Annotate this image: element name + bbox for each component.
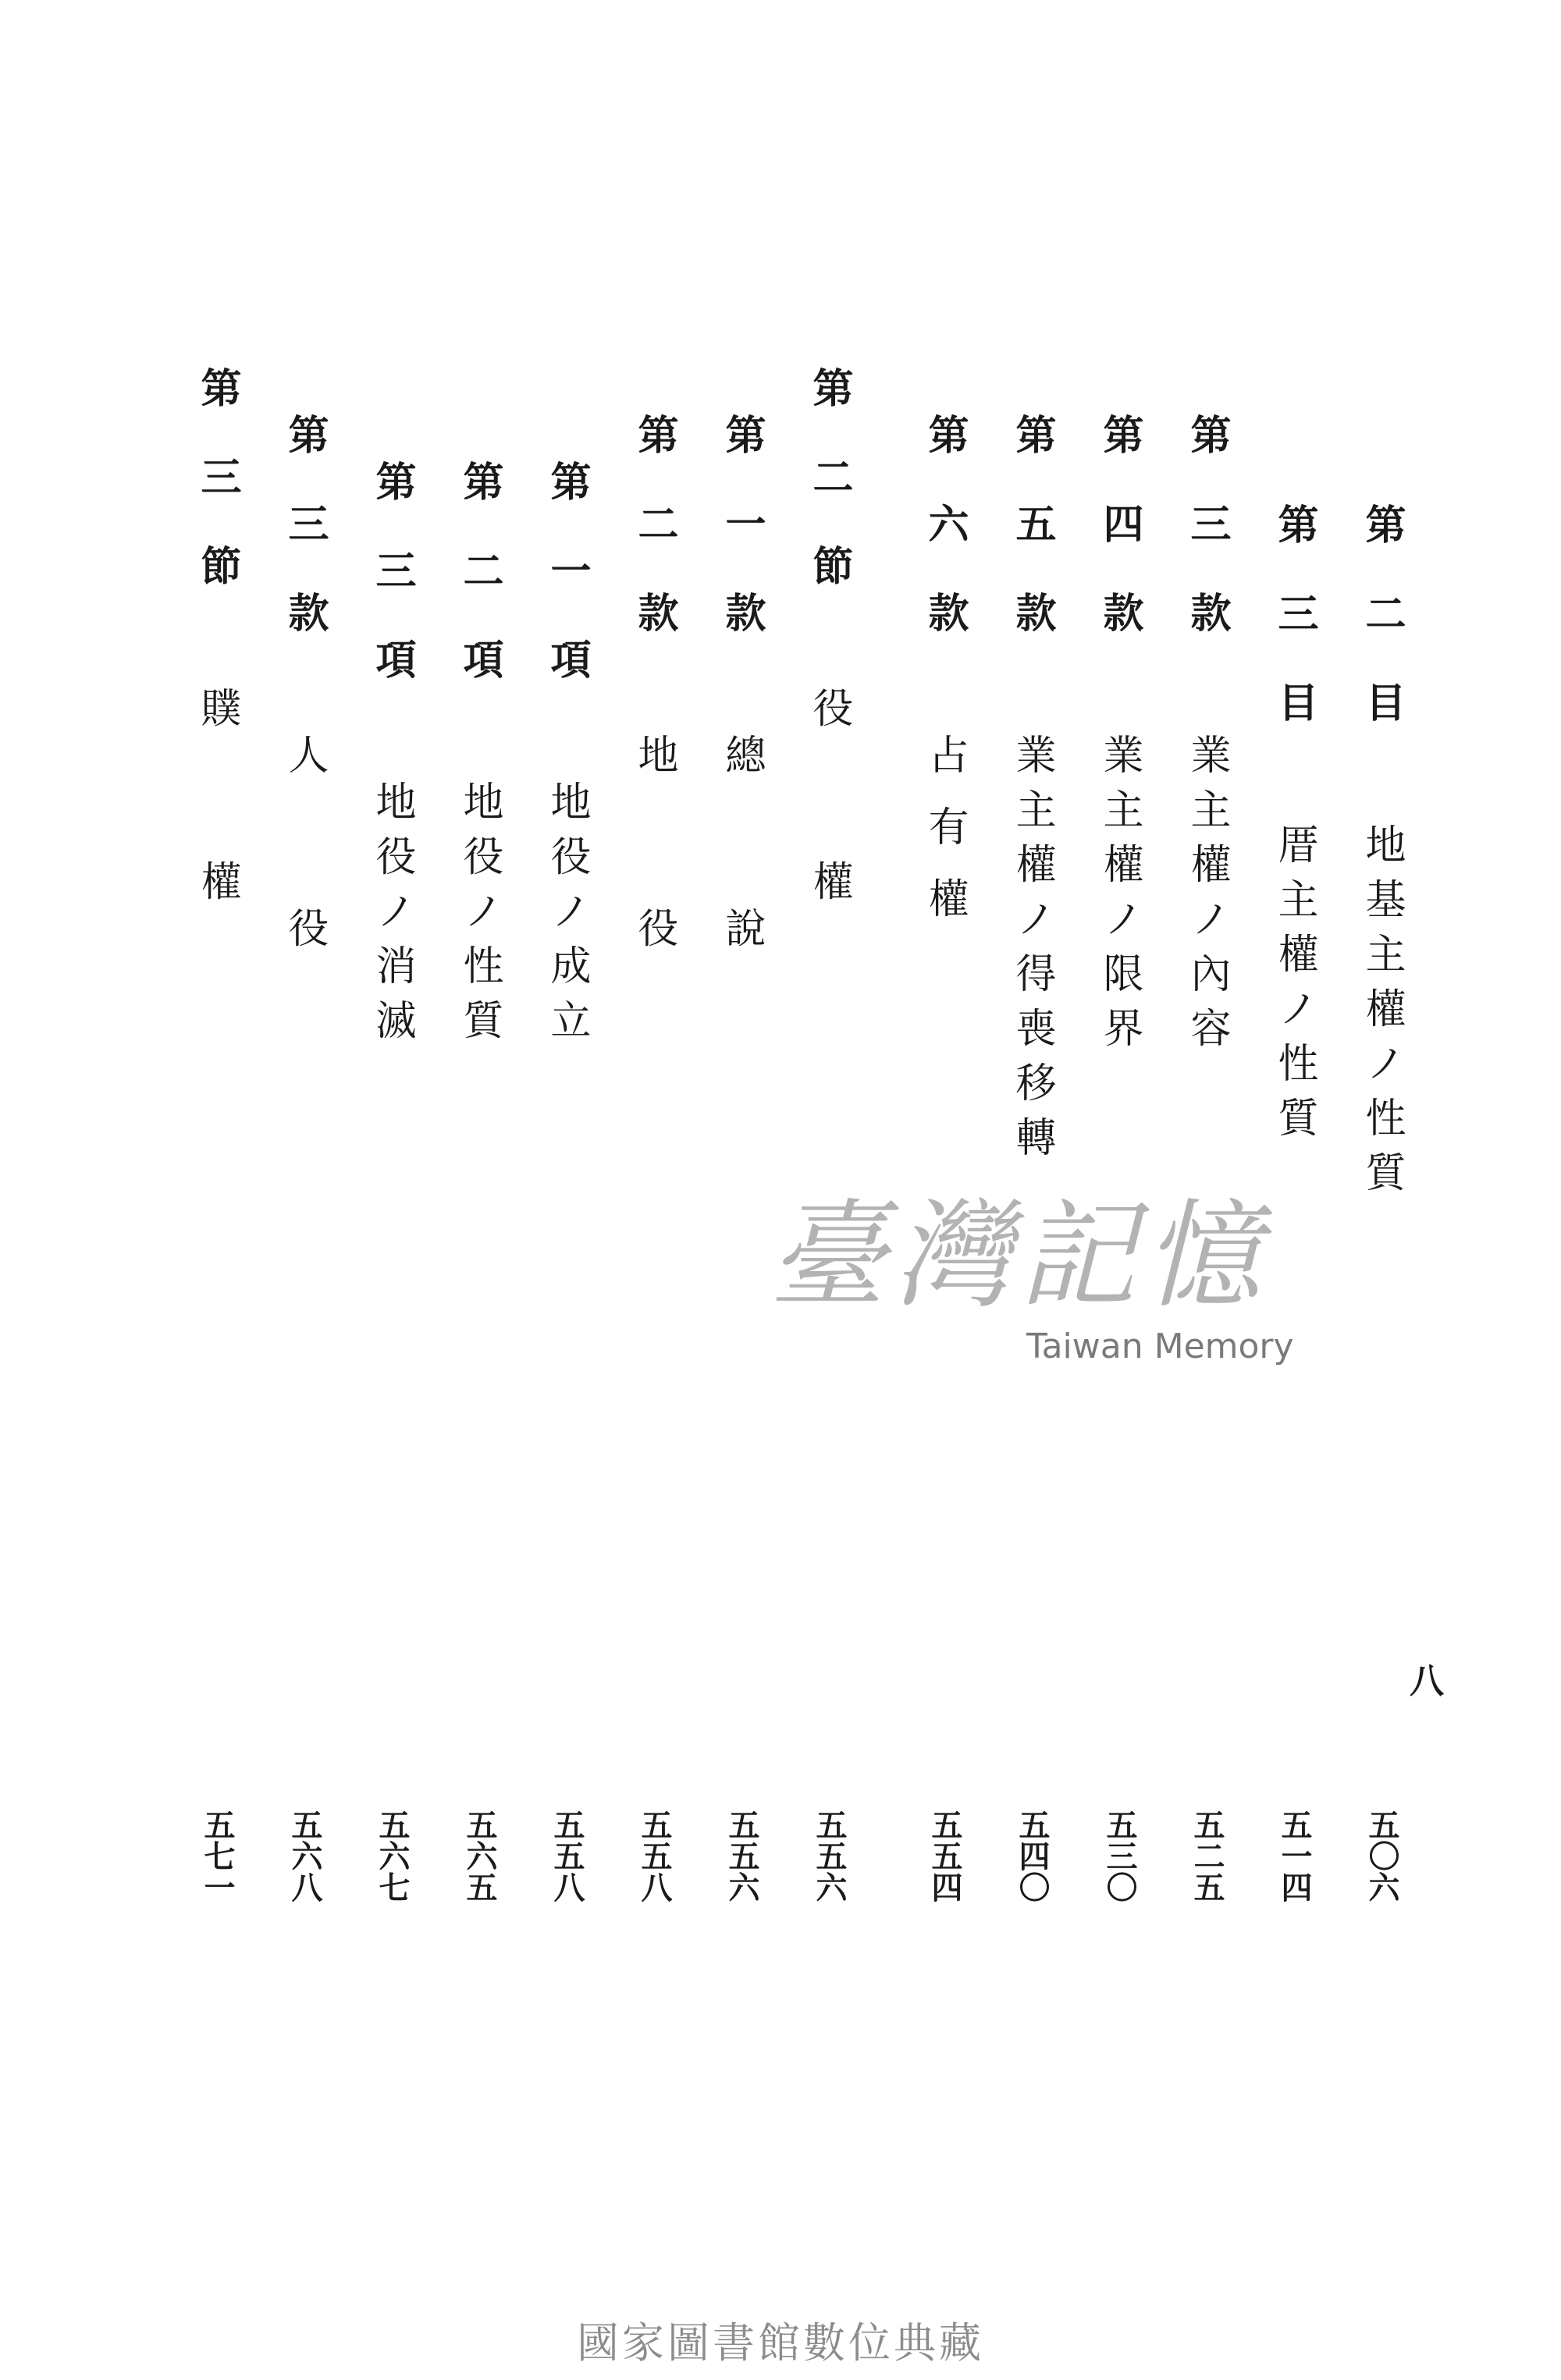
entry-title: 地役 xyxy=(631,734,677,1080)
entry-title: 總說 xyxy=(718,734,765,1080)
entry-label: 第二款 xyxy=(631,414,677,680)
entry-page: 五五八 xyxy=(549,1809,585,1902)
entry-label: 第二節 xyxy=(805,367,852,634)
entry-title: 人役 xyxy=(281,734,328,1080)
entry-page: 五四〇 xyxy=(1014,1809,1050,1902)
entry-label: 第三節 xyxy=(194,367,240,634)
entry-title: 地役ノ性質 xyxy=(456,780,503,1053)
entry-label: 第三目 xyxy=(1271,503,1317,770)
entry-title: 業主權ノ限界 xyxy=(1096,734,1143,1061)
entry-title: 厝主權ノ性質 xyxy=(1271,823,1317,1151)
entry-page: 五七一 xyxy=(199,1809,235,1902)
entry-page: 五五六 xyxy=(811,1809,847,1902)
entry-page: 五三〇 xyxy=(1101,1809,1137,1902)
entry-page: 五五六 xyxy=(724,1809,759,1902)
entry-page: 五五八 xyxy=(636,1809,672,1902)
entry-label: 第三款 xyxy=(281,414,328,680)
entry-label: 第六款 xyxy=(921,414,968,680)
library-footer: 國家圖書館數位典藏 xyxy=(577,2318,984,2368)
entry-label: 第三項 xyxy=(368,460,415,727)
entry-label: 第一項 xyxy=(543,460,590,727)
entry-title: 業主權ノ得喪移轉 xyxy=(1008,734,1055,1170)
entry-title: 占有權 xyxy=(921,734,968,949)
watermark-chinese: 臺灣記憶 xyxy=(769,1188,1269,1324)
entry-page: 五二五 xyxy=(1189,1809,1225,1902)
taiwan-memory-watermark xyxy=(769,1188,1300,1377)
entry-title: 地役ノ消滅 xyxy=(368,780,415,1053)
entry-page: 五六五 xyxy=(461,1809,497,1902)
entry-title: 贌權 xyxy=(194,687,240,1033)
entry-label: 第一款 xyxy=(718,414,765,680)
entry-label: 第四款 xyxy=(1096,414,1143,680)
entry-page: 五六七 xyxy=(374,1809,410,1902)
entry-label: 第三款 xyxy=(1183,414,1230,680)
watermark-english: Taiwan Memory xyxy=(1026,1327,1294,1366)
entry-title: 地役ノ成立 xyxy=(543,780,590,1053)
entry-page: 五六八 xyxy=(286,1809,322,1902)
entry-label: 第五款 xyxy=(1008,414,1055,680)
entry-page: 五五四 xyxy=(926,1809,962,1902)
entry-title: 地基主權ノ性質 xyxy=(1358,823,1405,1206)
entry-page: 五〇六 xyxy=(1364,1809,1399,1902)
entry-title: 役權 xyxy=(805,687,852,1033)
folio-page-number: 八 xyxy=(1410,1661,1444,1701)
entry-title: 業主權ノ內容 xyxy=(1183,734,1230,1061)
entry-label: 第二目 xyxy=(1358,503,1405,770)
entry-page: 五一四 xyxy=(1276,1809,1312,1902)
entry-label: 第二項 xyxy=(456,460,503,727)
